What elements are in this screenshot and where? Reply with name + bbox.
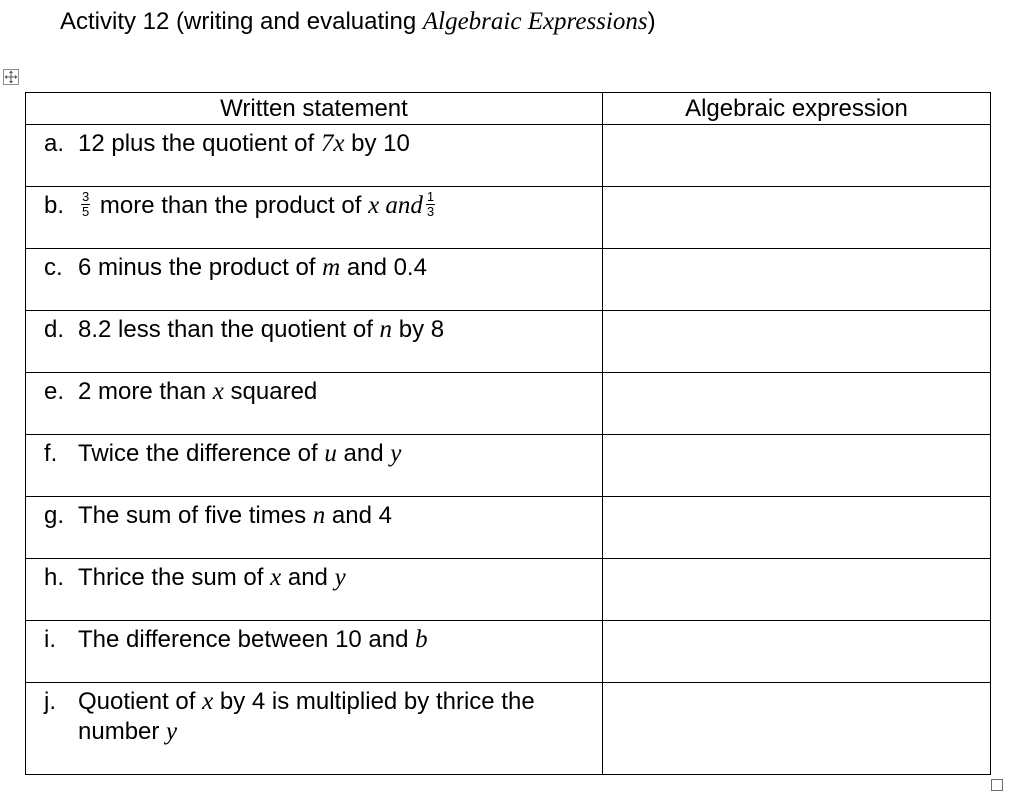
algebraic-expression-cell[interactable] <box>603 249 991 311</box>
activity-title <box>60 6 656 38</box>
algebraic-expression-cell[interactable] <box>603 125 991 187</box>
statement-text <box>78 253 602 283</box>
table-row <box>26 497 991 559</box>
written-statement-cell <box>26 125 603 187</box>
item-letter: c. <box>44 254 63 281</box>
statement-fragment: Thrice the sum of <box>78 564 271 591</box>
fraction <box>81 190 90 219</box>
math-variable: m <box>322 254 341 281</box>
statement-text <box>78 439 602 469</box>
statement-text <box>78 315 602 345</box>
header-written-statement: Written statement <box>26 93 603 125</box>
statement <box>26 683 602 747</box>
statement <box>26 559 602 593</box>
statement <box>26 125 602 159</box>
statement <box>26 373 602 407</box>
statement <box>26 621 602 655</box>
item-letter: h. <box>44 564 65 591</box>
statement-fragment: more than the product of <box>93 192 369 219</box>
table-row <box>26 249 991 311</box>
item-letter: j. <box>44 688 56 715</box>
statement-fragment: 8.2 less than the quotient of <box>78 316 380 343</box>
math-variable: x <box>212 378 224 405</box>
title-prefix: Activity 12 (writing and evaluating <box>60 8 423 35</box>
statement-text <box>78 625 602 655</box>
statement-fragment: and 4 <box>325 502 392 529</box>
move-arrows-icon <box>4 70 18 84</box>
statement-text <box>78 501 602 531</box>
math-variable: u <box>324 440 337 467</box>
statement-fragment: 2 more than <box>78 378 213 405</box>
written-statement-cell <box>26 559 603 621</box>
math-variable: y <box>166 718 178 745</box>
math-variable: n <box>312 502 326 529</box>
statement-fragment: and <box>336 440 391 467</box>
statement <box>26 311 602 345</box>
table-body <box>26 125 991 775</box>
item-letter: e. <box>44 378 65 405</box>
math-variable: b <box>415 626 428 653</box>
math-variable: x <box>270 564 282 591</box>
fraction-denominator: 5 <box>82 204 90 220</box>
written-statement-cell <box>26 435 603 497</box>
math-variable: n <box>379 316 393 343</box>
fraction-numerator: 1 <box>426 189 435 205</box>
algebraic-expression-cell[interactable] <box>603 683 991 775</box>
statement <box>26 249 602 283</box>
statement-fragment: squared <box>223 378 318 405</box>
statement-fragment: by 4 is multiplied by thrice the number <box>78 688 535 745</box>
statement-text <box>78 129 602 159</box>
algebraic-expression-cell[interactable] <box>603 497 991 559</box>
table-row <box>26 435 991 497</box>
statement-fragment: 6 minus the product of <box>78 254 323 281</box>
statement-text <box>78 377 602 407</box>
math-variable: x <box>202 688 214 715</box>
table-move-icon[interactable] <box>3 69 19 85</box>
statement <box>26 497 602 531</box>
table-row <box>26 187 991 249</box>
statement-fragment: 12 plus the quotient of <box>78 130 321 157</box>
fraction-numerator: 3 <box>82 189 90 205</box>
title-suffix: ) <box>647 8 656 35</box>
math-variable: y <box>334 564 346 591</box>
algebraic-expression-cell[interactable] <box>603 311 991 373</box>
fraction <box>426 190 435 219</box>
statement-fragment: Twice the difference of <box>78 440 325 467</box>
algebraic-expression-cell[interactable] <box>603 621 991 683</box>
statement-fragment: The difference between 10 and <box>78 626 416 653</box>
table-header-row <box>26 93 991 125</box>
item-letter: b. <box>44 192 65 219</box>
table-row <box>26 559 991 621</box>
statement-fragment: The sum of five times <box>78 502 313 529</box>
expressions-table <box>25 92 991 775</box>
statement-fragment: Quotient of <box>78 688 203 715</box>
statement-text <box>78 687 602 747</box>
written-statement-cell <box>26 373 603 435</box>
algebraic-expression-cell[interactable] <box>603 435 991 497</box>
table-row <box>26 125 991 187</box>
written-statement-cell <box>26 621 603 683</box>
written-statement-cell <box>26 497 603 559</box>
written-statement-cell <box>26 311 603 373</box>
written-statement-cell <box>26 249 603 311</box>
table-row <box>26 311 991 373</box>
written-statement-cell <box>26 683 603 775</box>
item-letter: f. <box>44 440 58 467</box>
algebraic-expression-cell[interactable] <box>603 559 991 621</box>
statement <box>26 435 602 469</box>
table-row <box>26 683 991 775</box>
math-variable: 7x <box>320 130 345 157</box>
statement-fragment: by 10 <box>344 130 410 157</box>
table-row <box>26 373 991 435</box>
statement-fragment: and 0.4 <box>340 254 427 281</box>
statement-text <box>78 191 602 221</box>
statement <box>26 187 602 221</box>
item-letter: a. <box>44 130 65 157</box>
math-variable: x and <box>368 192 423 219</box>
table-resize-icon[interactable] <box>991 779 1003 791</box>
header-algebraic-expression: Algebraic expression <box>603 93 991 125</box>
math-variable: y <box>390 440 402 467</box>
table-row <box>26 621 991 683</box>
statement-text <box>78 563 602 593</box>
title-italic: Algebraic Expressions <box>422 8 648 35</box>
written-statement-cell <box>26 187 603 249</box>
item-letter: d. <box>44 316 65 343</box>
fraction-denominator: 3 <box>426 204 435 220</box>
algebraic-expression-cell[interactable] <box>603 187 991 249</box>
item-letter: i. <box>44 626 56 653</box>
item-letter: g. <box>44 502 65 529</box>
statement-fragment: by 8 <box>392 316 445 343</box>
algebraic-expression-cell[interactable] <box>603 373 991 435</box>
statement-fragment: and <box>281 564 335 591</box>
